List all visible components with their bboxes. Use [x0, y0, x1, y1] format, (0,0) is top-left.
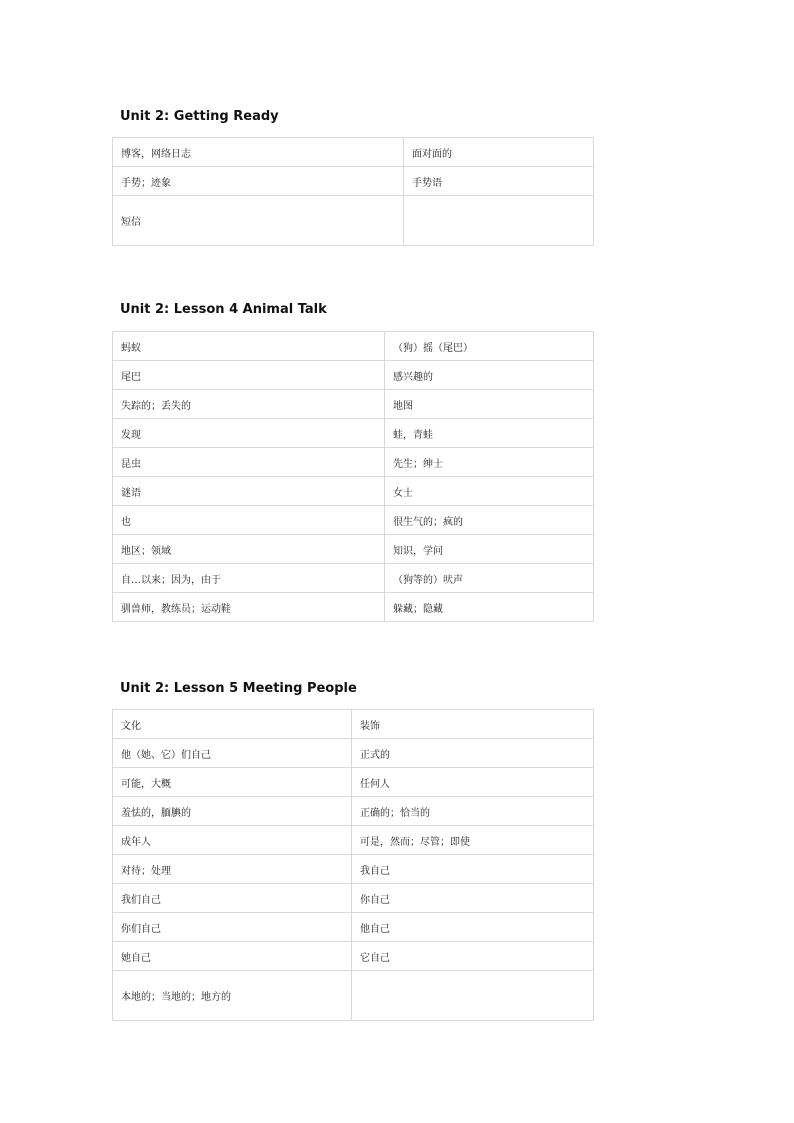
- table-row: [113, 855, 594, 884]
- table-cell: 任何人: [352, 768, 594, 797]
- table-cell: 可是，然而；尽管；即使: [352, 826, 594, 855]
- table-row: [113, 739, 594, 768]
- table-cell: 地区；领域: [113, 535, 385, 564]
- table-cell: 蚂蚁: [113, 332, 385, 361]
- table-row: [113, 196, 594, 246]
- table-cell: 手势语: [404, 167, 594, 196]
- section-title: Unit 2: Getting Ready: [120, 109, 279, 124]
- table-cell: 你们自己: [113, 913, 352, 942]
- vocab-table: [112, 331, 594, 622]
- table-row: [113, 971, 594, 1021]
- table-cell: 尾巴: [113, 361, 385, 390]
- table-cell: 他自己: [352, 913, 594, 942]
- table-cell: 本地的；当地的；地方的: [113, 971, 352, 1021]
- table-cell: 她自己: [113, 942, 352, 971]
- table-row: [113, 361, 594, 390]
- section-getting-ready: [112, 108, 593, 246]
- table-cell: 面对面的: [404, 138, 594, 167]
- table-cell: 躲藏；隐藏: [385, 593, 594, 622]
- table-cell: 他（她、它）们自己: [113, 739, 352, 768]
- section-lesson-5: [112, 680, 593, 1021]
- table-row: [113, 593, 594, 622]
- table-cell: 短信: [113, 196, 404, 246]
- vocab-table: [112, 137, 594, 246]
- table-cell: 驯兽师，教练员；运动鞋: [113, 593, 385, 622]
- table-cell: 正确的；恰当的: [352, 797, 594, 826]
- table-row: [113, 506, 594, 535]
- table-cell: 女士: [385, 477, 594, 506]
- section-title: Unit 2: Lesson 4 Animal Talk: [120, 302, 327, 317]
- table-cell: 感兴趣的: [385, 361, 594, 390]
- table-cell: 失踪的；丢失的: [113, 390, 385, 419]
- table-cell: 蛙，青蛙: [385, 419, 594, 448]
- table-row: [113, 535, 594, 564]
- table-cell: 博客，网络日志: [113, 138, 404, 167]
- table-cell: 也: [113, 506, 385, 535]
- table-cell: [352, 971, 594, 1021]
- table-row: [113, 884, 594, 913]
- vocab-table: [112, 709, 594, 1021]
- table-cell: 手势；迹象: [113, 167, 404, 196]
- table-cell: 很生气的；疯的: [385, 506, 594, 535]
- table-cell: 它自己: [352, 942, 594, 971]
- table-row: [113, 913, 594, 942]
- table-cell: 正式的: [352, 739, 594, 768]
- table-cell: 我自己: [352, 855, 594, 884]
- table-cell: 对待；处理: [113, 855, 352, 884]
- section-title: Unit 2: Lesson 5 Meeting People: [120, 681, 357, 696]
- table-row: [113, 710, 594, 739]
- table-cell: 谜语: [113, 477, 385, 506]
- table-row: [113, 942, 594, 971]
- table-row: [113, 390, 594, 419]
- table-cell: 昆虫: [113, 448, 385, 477]
- table-row: [113, 448, 594, 477]
- table-cell: 可能，大概: [113, 768, 352, 797]
- table-cell: 装饰: [352, 710, 594, 739]
- table-cell: 发现: [113, 419, 385, 448]
- table-cell: 文化: [113, 710, 352, 739]
- table-row: [113, 564, 594, 593]
- table-cell: 羞怯的，腼腆的: [113, 797, 352, 826]
- table-cell: 地图: [385, 390, 594, 419]
- table-row: [113, 477, 594, 506]
- table-cell: （狗）摇（尾巴）: [385, 332, 594, 361]
- table-cell: 成年人: [113, 826, 352, 855]
- table-cell: 先生；绅士: [385, 448, 594, 477]
- table-cell: [404, 196, 594, 246]
- table-row: [113, 332, 594, 361]
- table-cell: 你自己: [352, 884, 594, 913]
- table-cell: （狗等的）吠声: [385, 564, 594, 593]
- table-cell: 自…以来；因为，由于: [113, 564, 385, 593]
- table-cell: 我们自己: [113, 884, 352, 913]
- table-row: [113, 138, 594, 167]
- table-row: [113, 797, 594, 826]
- section-lesson-4: [112, 301, 593, 622]
- table-row: [113, 768, 594, 797]
- table-row: [113, 167, 594, 196]
- table-cell: 知识，学问: [385, 535, 594, 564]
- table-row: [113, 826, 594, 855]
- table-row: [113, 419, 594, 448]
